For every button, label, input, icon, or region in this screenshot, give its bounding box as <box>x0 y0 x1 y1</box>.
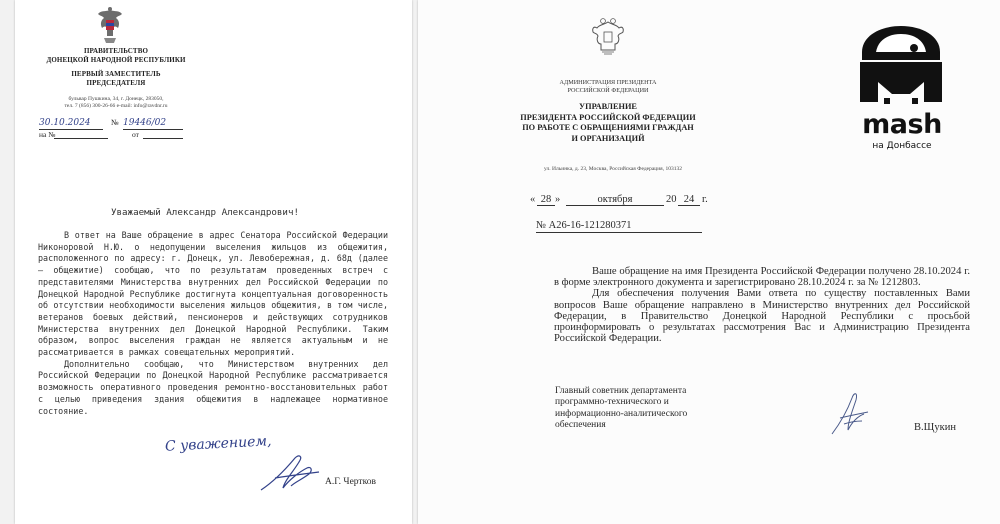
right-letter <box>418 0 1000 524</box>
date-year: 24 <box>678 194 700 206</box>
date-open-quote: « <box>530 194 536 205</box>
dept-line3: ПО РАБОТЕ С ОБРАЩЕНИЯМИ ГРАЖДАН <box>522 123 694 133</box>
ref-prefix: на № <box>39 130 56 139</box>
left-signature <box>255 450 325 495</box>
position-line2: ПРЕДСЕДАТЕЛЯ <box>86 79 146 87</box>
salutation: Уважаемый Александр Александрович! <box>110 207 300 218</box>
gov-title: ПРАВИТЕЛЬСТВО <box>83 47 149 55</box>
date-close-quote: » <box>555 194 561 205</box>
right-signer: В.Щукин <box>914 422 956 433</box>
closing-handwritten: С уважением, <box>164 433 272 455</box>
reg-number-prefix: № <box>111 118 119 127</box>
mash-logo-icon <box>854 22 948 110</box>
mash-sub: на Донбассе <box>872 141 932 151</box>
signer-title-line1: Главный советник департамента <box>555 386 687 396</box>
russia-emblem-icon <box>590 16 626 58</box>
gov-subtitle: ДОНЕЦКОЙ НАРОДНОЙ РЕСПУБЛИКИ <box>46 56 186 64</box>
ref-date-line <box>143 138 183 139</box>
letter-number: № А26-16-121280371 <box>536 219 702 233</box>
date-year-prefix: 20 <box>666 194 677 205</box>
date-day: 28 <box>537 194 555 206</box>
address-line1: бульвар Пушкина, 34, г. Донецк, 283050, <box>68 96 164 102</box>
reg-date: 30.10.2024 <box>39 117 103 130</box>
reg-number: 19446/02 <box>123 117 183 130</box>
dept-line4: И ОРГАНИЗАЦИЙ <box>571 133 645 143</box>
left-letter <box>15 0 412 524</box>
dnr-emblem-icon <box>95 6 125 46</box>
mash-brand: mash <box>862 109 942 140</box>
admin-line2: РОССИЙСКОЙ ФЕДЕРАЦИИ <box>567 86 649 94</box>
right-paragraph-2: Для обеспечения получения Вами ответа по существу поставленных Вами вопросов Ваше обращение направлено в Министерство внутренних дел Российской Федерации, в Правительство Донецкой Народной Республики с просьбой проинформировать о результатах рассмотрения Вас и Администрацию Президента Российской Федерации. <box>554 288 970 345</box>
signer-title-line2: программно-технического и <box>555 397 669 408</box>
right-address: ул. Ильинка, д. 23, Москва, Российская Федерация, 103132 <box>544 166 682 172</box>
signer-title-line4: обеспечения <box>555 420 606 431</box>
signer-title-line3: информационно-аналитического <box>555 408 688 419</box>
left-paragraph-1: В ответ на Ваше обращение в адрес Сенатора Российской Федерации Никоноровой Н.Ю. о недопущении выселения жильцов из общежития, расположенного по адресу: г. Донецк, ул. Левобережная, д. 68д (далее – общежитие) сообщаю, что по результатам проведенных встреч с представителями Министерства внутренних дел Российской Федерации по Донецкой Народной Республике достигнута концептуальная договоренность об отсутствии необходимости выселения жильцов общежития, в том числе, ветеранов боевых действий, пенсионеров и действующих сотрудников Министерства внутренних дел Донецкой Народной Республики. Таким образом, вопрос выселения граждан не является актуальным и не рассматривается в рамках совещательных мероприятий. <box>38 230 388 358</box>
right-signature <box>826 388 872 438</box>
right-paragraph-1: Ваше обращение на имя Президента Российской Федерации получено 28.10.2024 г. в форме электронного документа и зарегистрировано 28.10.2024 г. за № 1212803. <box>554 266 970 289</box>
dept-line1: УПРАВЛЕНИЕ <box>579 102 637 111</box>
position-line1: ПЕРВЫЙ ЗАМЕСТИТЕЛЬ <box>71 70 161 78</box>
dept-line2: ПРЕЗИДЕНТА РОССИЙСКОЙ ФЕДЕРАЦИИ <box>520 112 696 122</box>
ref-number-line <box>54 138 108 139</box>
admin-line1: АДМИНИСТРАЦИЯ ПРЕЗИДЕНТА <box>559 79 657 86</box>
ref-sep: от <box>132 130 139 139</box>
date-suffix: г. <box>702 194 708 205</box>
address-line2: тел. 7 (856) 300-26-66 e-mail: info@ravdnr.ru <box>64 103 168 109</box>
left-signer: А.Г. Чертков <box>325 477 376 487</box>
left-paragraph-2: Дополнительно сообщаю, что Министерством внутренних дел Российской Федерации по Донецкой Народной Республике рассматривается возможность оперативного проведения ремонтно-восстановительных работ с целью приведения здания общежития в надлежащее нормативное состояние. <box>38 358 388 416</box>
date-month: октября <box>566 194 664 206</box>
